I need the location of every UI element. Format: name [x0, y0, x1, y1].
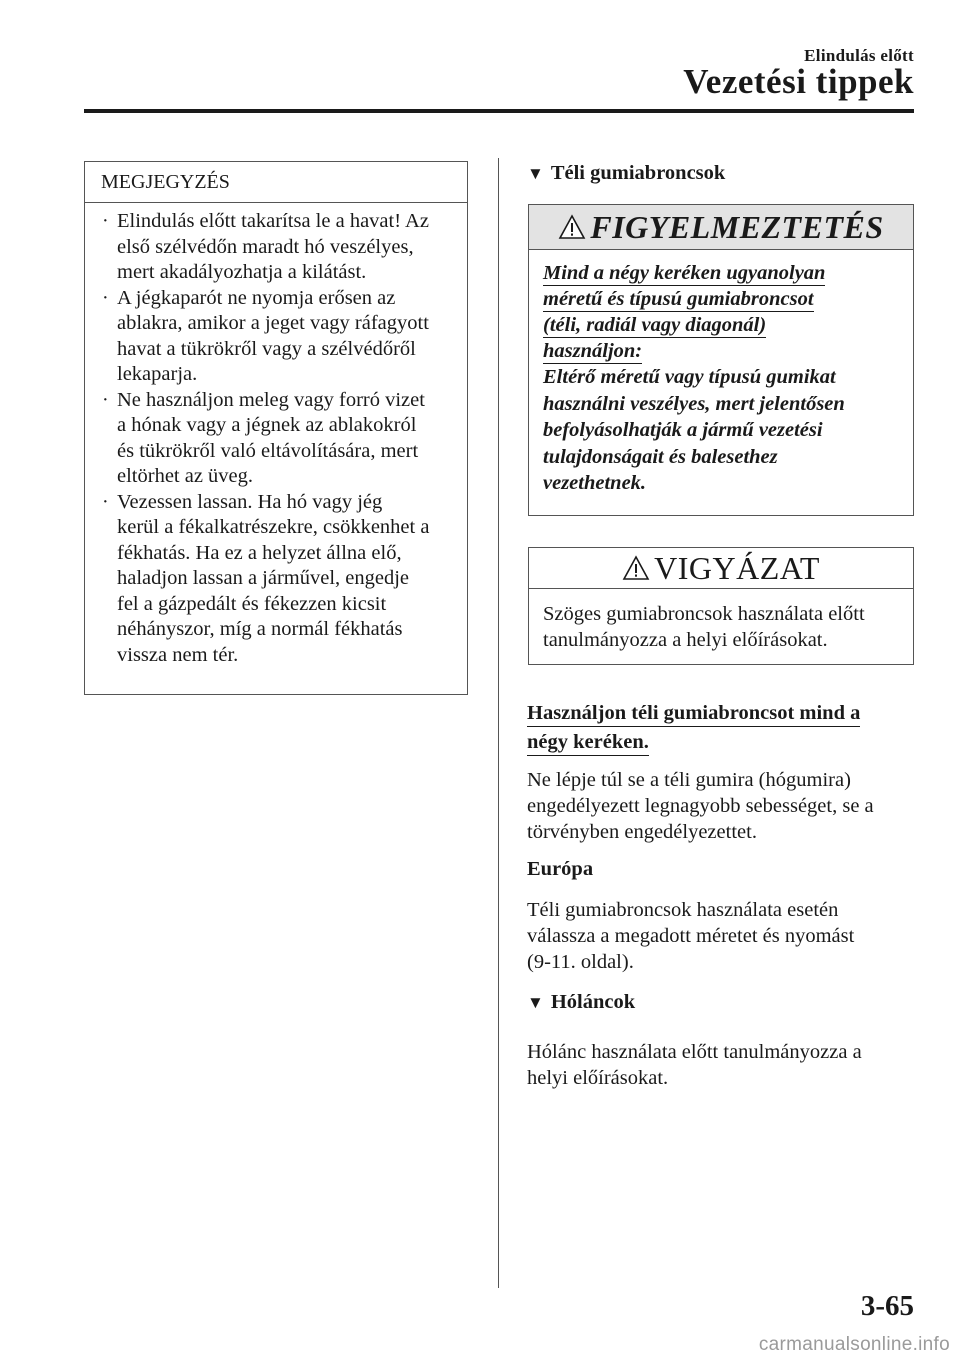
note-item-3: · Ne használjon meleg vagy forró vizet a hónak vagy a jégnek az ablakokról és tükrökről való eltávolítására, mert eltörhet az üveg.: [102, 388, 425, 487]
warning-text: Eltérő méretű vagy típusú gumikat használni veszélyes, mert jelentősen befolyásolhatják a jármű vezetési tulajdonságait és balesethez vezethetnek.: [543, 366, 845, 494]
header-rule: [84, 109, 914, 113]
watermark: carmanualsonline.info: [758, 1334, 950, 1355]
warning-box: [528, 204, 914, 516]
snow-chains-paragraph: Hólánc használata előtt tanulmányozza a helyi előírásokat.: [527, 1041, 862, 1089]
warning-triangle-icon: [558, 214, 586, 240]
speed-limit-paragraph: Ne lépje túl se a téli gumira (hógumira) engedélyezett legnagyobb sebességet, se a törvényben engedélyezettet.: [527, 769, 874, 843]
page-title: Vezetési tippek: [683, 62, 914, 101]
page-number: 3-65: [860, 1290, 914, 1322]
bullet-icon: ·: [102, 210, 109, 232]
column-divider: [498, 158, 499, 1288]
section-heading-snow-chains: ▼ Hóláncok: [527, 991, 636, 1013]
note-title: MEGJEGYZÉS: [85, 162, 467, 203]
down-triangle-icon: ▼: [527, 993, 544, 1012]
bullet-icon: ·: [102, 490, 109, 513]
note-list: [85, 209, 467, 668]
europe-paragraph: Téli gumiabroncsok használata esetén válassza a megadott méretet és nyomást (9-11. oldal).: [527, 899, 855, 973]
note-item-1: · Elindulás előtt takarítsa le a havat! Az első szélvédőn maradt hó veszélyes, mert akadályozhatja a kilátást.: [102, 210, 429, 283]
bullet-icon: ·: [102, 388, 109, 411]
caution-box: [528, 547, 914, 665]
caution-text: Szöges gumiabroncsok használata előtt tanulmányozza a helyi előírásokat.: [543, 603, 865, 651]
note-item-2: · A jégkaparót ne nyomja erősen az ablakra, amikor a jeget vagy ráfagyott havat a tükrökről vagy a szélvédőről lekaparja.: [102, 286, 429, 385]
europe-label: Európa: [527, 858, 594, 880]
warning-underlined-text: Mind a négy keréken ugyanolyan méretű és típusú gumiabroncsot (téli, radiál vagy diagonál) használjon:: [543, 262, 826, 362]
warning-triangle-icon: [622, 555, 650, 581]
warning-header: [529, 205, 913, 250]
winter-tires-subheading: Használjon téli gumiabroncsot mind a négy keréken.: [527, 699, 907, 757]
bullet-icon: ·: [102, 286, 109, 309]
down-triangle-icon: ▼: [527, 164, 544, 183]
section-heading-winter-tires: ▼ Téli gumiabroncsok: [527, 162, 726, 184]
header-section-label: Elindulás előtt: [804, 46, 914, 65]
warning-body: [529, 250, 913, 497]
note-box: [84, 161, 468, 695]
note-item-4: · Vezessen lassan. Ha hó vagy jég kerül a fékalkatrészekre, csökkenhet a fékhatás. Ha ez a helyzet állna elő, haladjon lassan a járművel, engedje fel a gázpedált és fékezzen kicsit néhányszor, míg a normál fékhatás vissza nem tér.: [102, 490, 430, 666]
warning-title: FIGYELMEZTETÉS: [590, 208, 884, 245]
caution-title: VIGYÁZAT: [654, 549, 820, 586]
caution-header: [529, 548, 913, 589]
